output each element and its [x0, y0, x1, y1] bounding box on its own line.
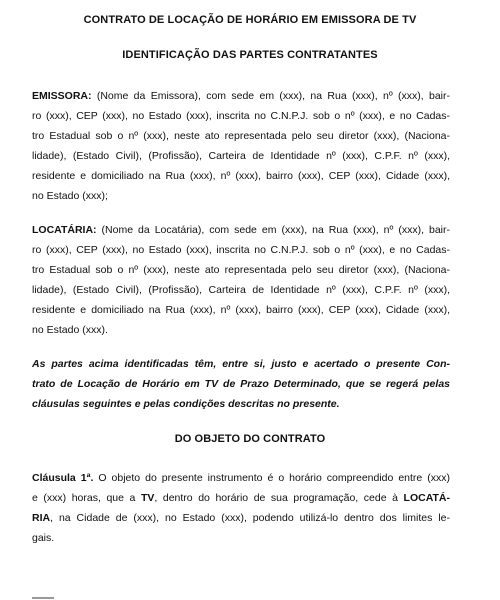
partes-line-1: As partes acima identificadas têm, entre si, justo e acertado o presente Con-	[32, 358, 450, 370]
cut-off-text-fragment	[32, 592, 62, 600]
locataria-line-3: tro Estadual sob o nº (xxx), neste ato representada pelo seu diretor (xxx), (Naciona-	[32, 264, 450, 276]
emissora-label: EMISSORA:	[32, 90, 92, 102]
emissora-line-4: lidade), (Estado Civil), (Profissão), Carteira de Identidade nº (xxx), C.P.F. nº (xxx),	[32, 150, 450, 162]
clausula-label: Cláusula 1ª.	[32, 472, 94, 484]
emissora-line-3: tro Estadual sob o nº (xxx), neste ato representada pelo seu diretor (xxx), (Naciona-	[32, 130, 450, 142]
locataria-paragraph	[32, 220, 450, 340]
partes-line-2: trato de Locação de Horário em TV de Prazo Determinado, que se regerá pelas	[32, 378, 450, 390]
emissora-line-6: no Estado (xxx);	[32, 190, 108, 202]
locataria-line-5: residente e domiciliado na Rua (xxx), nº (xxx), bairro (xxx), CEP (xxx), Cidade (xxx),	[32, 304, 450, 316]
clausula-1-paragraph	[32, 468, 450, 548]
partes-statement	[32, 354, 450, 414]
contract-title: CONTRATO DE LOCAÇÃO DE HORÁRIO EM EMISSORA DE TV	[83, 14, 417, 26]
locataria-line-1: LOCATÁRIA: (Nome da Locatária), com sede em (xxx), na Rua (xxx), nº (xxx), bair-	[32, 224, 450, 236]
locataria-term-cont: RIA	[32, 512, 51, 524]
emissora-paragraph	[32, 86, 450, 206]
emissora-line-1: EMISSORA: (Nome da Emissora), com sede em (xxx), na Rua (xxx), nº (xxx), bair-	[32, 90, 450, 102]
parties-heading: IDENTIFICAÇÃO DAS PARTES CONTRATANTES	[122, 49, 378, 61]
locataria-label: LOCATÁRIA:	[32, 224, 97, 236]
emissora-line-2: ro (xxx), CEP (xxx), no Estado (xxx), inscrita no C.N.P.J. sob o nº (xxx), e no Cadas-	[32, 110, 450, 122]
tv-term: TV	[140, 492, 155, 504]
clausula-line-3: RIA, na Cidade de (xxx), no Estado (xxx), podendo utilizá-lo dentro dos limites le-	[32, 512, 450, 524]
clausula-line-4: gais.	[32, 532, 55, 544]
locataria-line-6: no Estado (xxx).	[32, 324, 108, 336]
locataria-line-4: lidade), (Estado Civil), (Profissão), Carteira de Identidade nº (xxx), C.P.F. nº (xxx),	[32, 284, 450, 296]
partes-line-3: cláusulas seguintes e pelas condições descritas no presente.	[32, 398, 340, 410]
emissora-line-5: residente e domiciliado na Rua (xxx), nº (xxx), bairro (xxx), CEP (xxx), Cidade (xxx),	[32, 170, 450, 182]
clausula-line-1: Cláusula 1ª. O objeto do presente instrumento é o horário compreendido entre (xxx)	[32, 472, 450, 484]
clausula-line-2: e (xxx) horas, que a TV, dentro do horário de sua programação, cede à LOCATÁ-	[32, 492, 450, 504]
locataria-line-2: ro (xxx), CEP (xxx), no Estado (xxx), inscrita no C.N.P.J. sob o nº (xxx), e no Cadas-	[32, 244, 450, 256]
locataria-term: LOCATÁ-	[403, 492, 450, 504]
object-heading: DO OBJETO DO CONTRATO	[174, 433, 326, 445]
